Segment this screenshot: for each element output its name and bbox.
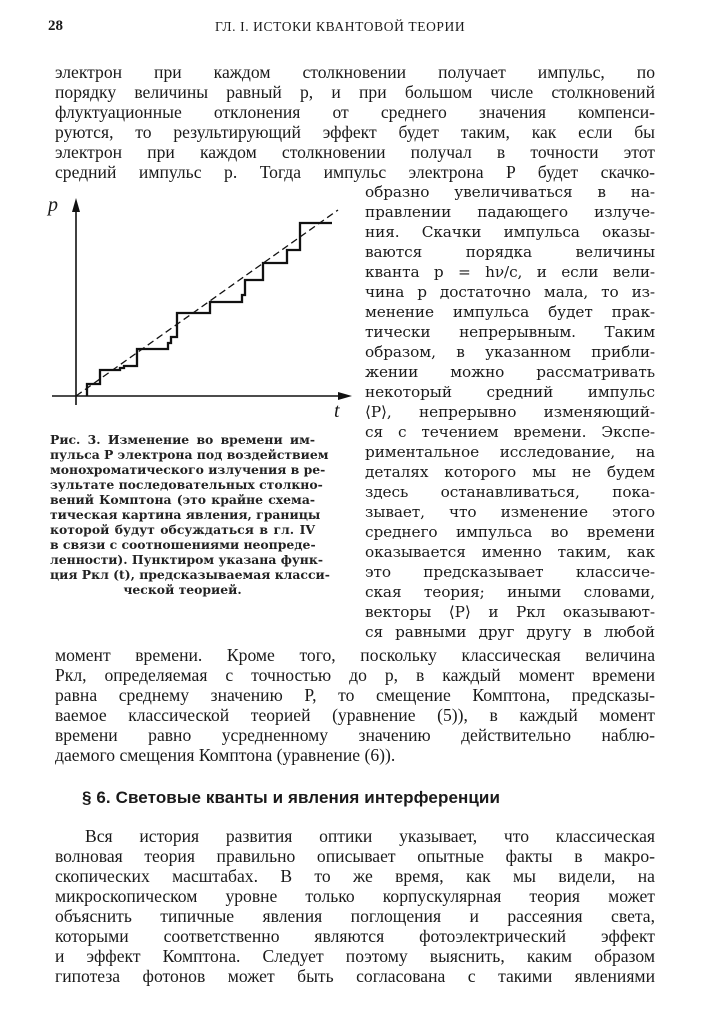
text-line: векторы ⟨P⟩ и Pкл оказывают- — [365, 603, 655, 621]
text-line: даемого смещения Комптона (уравнение (6)). — [55, 745, 396, 765]
text-line: ⟨P⟩, непрерывно изменяющий- — [365, 403, 655, 421]
text-line: жении можно рассматривать — [365, 363, 655, 381]
caption-line: тическая картина явления, границы — [50, 507, 321, 522]
text-line: среднего импульса во времени — [365, 523, 655, 541]
caption-line: зультате последовательных столкно- — [50, 477, 323, 492]
text-line: ся с течением времени. Экспе- — [365, 423, 655, 441]
text-line: кванта p = hν/c, и если вели- — [365, 263, 655, 281]
text-line: средний импульс p. Тогда импульс электрона P будет скачко- — [55, 162, 655, 182]
chapter-title: ГЛ. I. ИСТОКИ КВАНТОВОЙ ТЕОРИИ — [215, 19, 466, 34]
text-line: момент времени. Кроме того, поскольку классическая величина — [55, 645, 655, 665]
text-line: порядку величины равный p, и при большом числе столкновений — [55, 82, 655, 102]
text-line: микроскопическом уровне только корпускулярная теория может — [55, 886, 655, 906]
caption-line: ция Pкл (t), предсказываемая класси- — [50, 567, 330, 582]
text-line: ская теория; иными словами, — [365, 583, 655, 601]
text-line: электрон при каждом столкновении получал в точности этот — [55, 142, 655, 162]
momentum-step-line — [87, 223, 332, 396]
text-line: менение импульса будет прак- — [365, 303, 655, 321]
page-number: 28 — [48, 18, 63, 34]
text-line: это предсказывает классиче- — [365, 563, 655, 581]
text-line: волновая теория правильно описывает опытные факты в макро- — [55, 846, 655, 866]
text-line: флуктуационные отклонения от среднего значения компенси- — [55, 102, 655, 122]
caption-line: Рис. 3. Изменение во времени им- — [50, 432, 315, 447]
classical-dashed-line — [76, 210, 338, 396]
text-line: чина p достаточно мала, то из- — [365, 283, 655, 301]
text-line: тически непрерывным. Таким — [365, 323, 655, 341]
y-axis-label: p — [48, 194, 58, 216]
text-line: правлении падающего излуче- — [365, 203, 655, 221]
text-line: руются, то результирующий эффект будет таким, как если бы — [55, 122, 655, 142]
text-line: времени равно усредненному значению действительно наблю- — [55, 725, 655, 745]
text-line: которыми соответственно являются фотоэлектрический эффект — [55, 926, 655, 946]
text-line: Вся история развития оптики указывает, что классическая — [85, 826, 655, 846]
text-line: электрон при каждом столкновении получает импульс, по — [55, 62, 655, 82]
text-line: и эффект Комптона. Следует поэтому выяснить, каким образом — [55, 946, 655, 966]
text-line: зывает, что изменение этого — [365, 503, 655, 521]
caption-line: в связи с соотношениями неопреде- — [50, 537, 316, 552]
running-head — [0, 18, 701, 42]
caption-line: пульса P электрона под воздействием — [50, 447, 329, 462]
text-line: скопических масштабах. В то же время, как мы видели, на — [55, 866, 655, 886]
caption-line: которой будут обсуждаться в гл. IV — [50, 522, 315, 537]
text-line: деталях которого мы не будем — [365, 463, 655, 481]
text-line: равна среднему значению P, то смещение Комптона, предсказы- — [55, 685, 655, 705]
text-line: ся равными друг другу в любой — [365, 623, 655, 641]
text-line: некоторый средний импульс — [365, 383, 655, 401]
step-plot — [40, 190, 360, 420]
x-axis-label: t — [334, 400, 340, 422]
caption-line: монохроматического излучения в ре- — [50, 462, 326, 477]
figure-3-momentum-steps — [40, 190, 360, 420]
caption-line: ленности). Пунктиром указана функ- — [50, 552, 323, 567]
section-heading: § 6. Световые кванты и явления интерференции — [82, 788, 501, 807]
text-line: гипотеза фотонов может быть согласована с такими явлениями — [55, 966, 655, 986]
text-line: образом, в указанном прибли- — [365, 343, 655, 361]
text-line: здесь останавливаться, пока- — [365, 483, 655, 501]
text-line: ния. Скачки импульса оказы- — [365, 223, 655, 241]
caption-line: вений Комптона (это крайне схема- — [50, 492, 315, 507]
text-line: Pкл, определяемая с точностью до p, в каждый момент времени — [55, 665, 655, 685]
text-line: образно увеличиваться в на- — [365, 183, 655, 201]
text-line: риментальное исследование, на — [365, 443, 655, 461]
text-line: ваемое классической теорией (уравнение (5)), в каждый момент — [55, 705, 655, 725]
caption-line: ческой теорией. — [123, 582, 242, 597]
text-line: оказывается именно таким, как — [365, 543, 655, 561]
text-line: ваются порядка величины — [365, 243, 655, 261]
text-line: объяснить типичные явления поглощения и рассеяния света, — [55, 906, 655, 926]
